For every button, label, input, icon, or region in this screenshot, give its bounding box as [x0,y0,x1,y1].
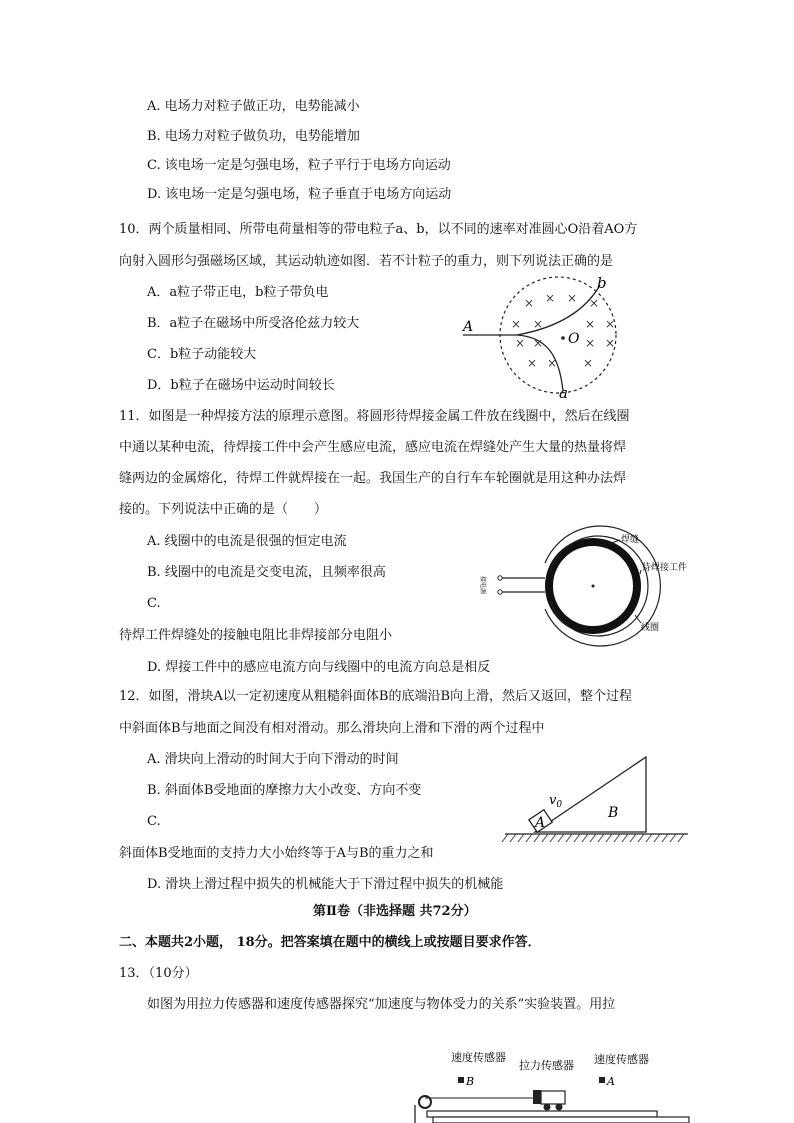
q11-stem-line1: 11．如图是一种焊接方法的原理示意图。将圆形待焊接金属工件放在线圈中，然后在线圈 [119,409,630,424]
q12-option-b: B. 斜面体B受地面的摩擦力大小改变、方向不变 [147,783,422,798]
hatch-line [502,834,508,842]
label-A: A [463,319,474,335]
field-cross: × [585,317,596,331]
field-cross: × [527,356,538,370]
hatch-line [598,834,604,842]
q12-option-a: A. 滑块向上滑动的时间大于向下滑动的时间 [147,752,399,767]
workpiece-leader [640,570,641,574]
field-cross: × [589,296,600,310]
hatch-line [542,834,548,842]
q11-welding-figure [475,530,705,640]
q10-stem-line1: 10．两个质量相同、所带电荷量相等的带电粒子a、b，以不同的速率对准圆心O沿着AO方 [119,222,638,237]
hatch-line [638,834,644,842]
label-force-sensor: 拉力传感器 [519,1059,574,1072]
label-coil: 线圈 [641,623,660,633]
label-O: O [568,331,580,347]
q12-stem-line2: 中斜面体B与地面之间没有相对滑动。那么滑块向上滑和下滑的两个过程中 [119,721,545,736]
label-A: A [535,815,546,831]
hatch-line [614,834,620,842]
q10-option-c: C．b粒子动能较大 [147,347,257,362]
field-cross: × [547,356,558,370]
hatch-line [526,834,532,842]
q10-option-b: B．a粒子在磁场中所受洛伦兹力较大 [147,316,360,331]
q9-option-c: C. 该电场一定是匀强电场，粒子平行于电场方向运动 [147,158,451,173]
field-cross: × [511,317,522,331]
q12-option-d: D. 滑块上滑过程中损失的机械能大于下滑过程中损失的机械能 [147,877,504,892]
field-cross: × [605,317,616,331]
field-cross: × [605,336,616,350]
q9-option-b: B. 电场力对粒子做负功，电势能增加 [147,129,360,144]
q13-apparatus-figure [405,1045,694,1123]
hatch-line [646,834,652,842]
sensor-B-marker [458,1077,464,1083]
hatch-line [662,834,668,842]
center-dot [561,336,565,340]
cart [541,1091,565,1104]
label-B: B [608,805,619,821]
q11-option-c: C. [147,596,161,611]
label-weld: 焊缝 [621,535,640,545]
hatch-line [566,834,572,842]
force-sensor-body [533,1090,541,1104]
hatch-line [574,834,580,842]
cart-wheel-right [556,1104,563,1111]
q11-stem-line2: 中通以某种电流，待焊接工件中会产生感应电流，感应电流在焊缝处产生大量的热量将焊 [119,440,627,455]
q12-option-c: C. [147,814,161,829]
hatch-line [622,834,628,842]
label-A: A [607,1075,615,1088]
q10-magnetic-field-figure [455,275,630,400]
q10-stem-line2: 向射入圆形匀强磁场区域，其运动轨迹如图．若不计粒子的重力，则下列说法正确的是 [119,254,614,269]
field-cross: × [583,356,594,370]
hatch-line [590,834,596,842]
center-dot [592,585,595,588]
v0-sub: 0 [556,800,563,810]
hatch-line [670,834,676,842]
q12-stem-line1: 12．如图，滑块A以一定初速度从粗糙斜面体B的底端沿B向上滑，然后又返回，整个过程 [119,689,633,704]
q11-stem-line3: 缝两边的金属熔化，待焊工件就焊接在一起。我国生产的自行车车轮圈就是用这种办法焊 [119,471,627,486]
hatch-line [534,834,540,842]
hatch-line [518,834,524,842]
hatch-line [630,834,636,842]
field-cross: × [515,336,526,350]
field-cross: × [524,296,535,310]
label-B: B [466,1075,475,1088]
q9-option-a: A. 电场力对粒子做正功，电势能减小 [147,99,360,114]
label-workpiece: 待焊接工件 [642,563,688,573]
field-cross: × [533,317,544,331]
hatch-line [678,834,684,842]
table [433,1117,689,1123]
label-power-source: 接电源 [479,576,486,595]
label-a: a [559,384,568,402]
terminal-top [498,576,502,580]
label-b: b [597,274,607,292]
hatch-line [558,834,564,842]
v0-main: v [549,793,557,808]
label-speed-sensor-left: 速度传感器 [451,1051,506,1064]
hatch-line [606,834,612,842]
q13-head: 13．（10分） [119,966,198,981]
q9-option-d: D. 该电场一定是匀强电场，粒子垂直于电场方向运动 [147,187,452,202]
field-crosses [511,291,615,370]
label-speed-sensor-right: 速度传感器 [594,1053,649,1066]
sensor-A-marker [599,1077,605,1083]
terminal-bottom [498,590,502,594]
hatch-line [582,834,588,842]
hatch-line [550,834,556,842]
cart-wheel-left [544,1104,551,1111]
q11-option-a: A. 线圈中的电流是很强的恒定电流 [147,534,347,549]
q12-option-c-text: 斜面体B受地面的支持力大小始终等于A与B的重力之和 [119,846,434,861]
q10-option-a: A．a粒子带正电，b粒子带负电 [147,285,329,300]
track [427,1111,657,1117]
field-cross: × [585,336,596,350]
q11-stem-line4: 接的。下列说法中正确的是（ ） [119,502,328,517]
q12-incline-figure [500,752,690,847]
q10-option-d: D．b粒子在磁场中运动时间较长 [147,378,335,393]
q11-option-b: B. 线圈中的电流是交变电流，且频率很高 [147,565,386,580]
section2-instruction: 二、本题共2小题， 18分。把答案填在题中的横线上或按题目要求作答． [119,935,541,950]
q11-option-d: D. 焊接工件中的感应电流方向与线圈中的电流方向总是相反 [147,660,491,675]
q13-text: 如图为用拉力传感器和速度传感器探究“加速度与物体受力的关系”实验装置。用拉 [147,997,616,1012]
section2-title: 第Ⅱ卷（非选择题 共72分） [313,904,477,919]
field-cross: × [533,336,544,350]
hatch-line [510,834,516,842]
field-cross: × [567,291,578,305]
field-cross: × [545,291,556,305]
ground-hatch [502,834,684,842]
q11-option-c-text: 待焊工件焊缝处的接触电阻比非焊接部分电阻小 [119,628,393,643]
hatch-line [654,834,660,842]
label-v0 [549,793,562,810]
